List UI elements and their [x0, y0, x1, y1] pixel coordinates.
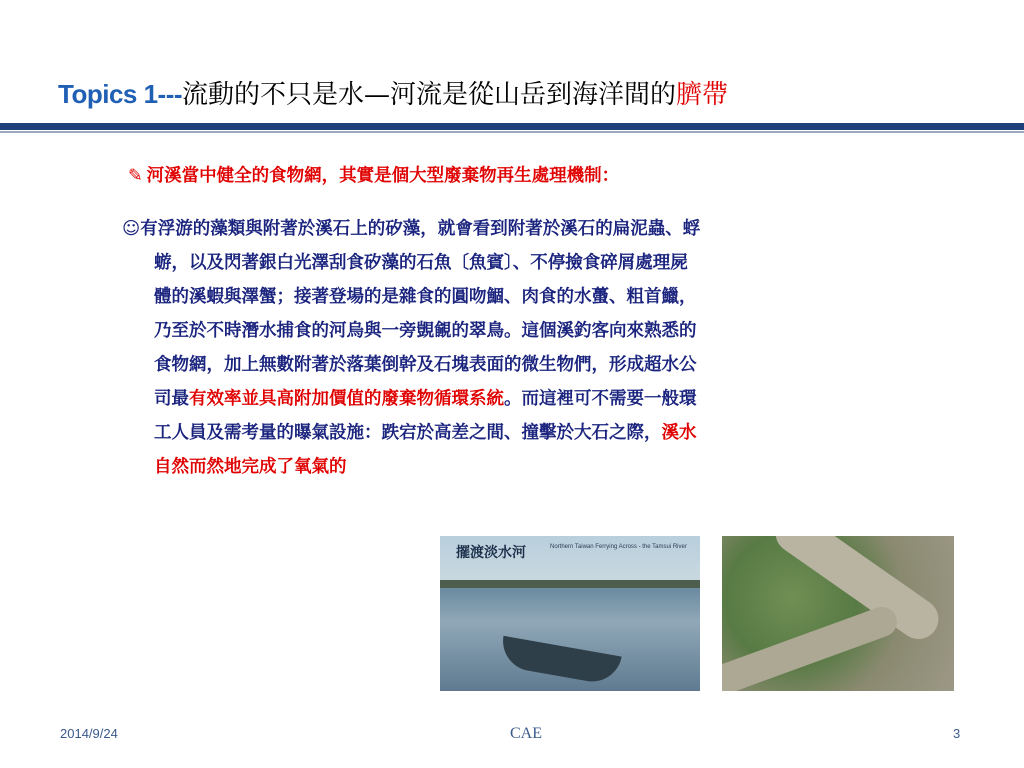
title-divider-thin — [0, 131, 1024, 133]
aerial-valley-photo — [722, 536, 954, 691]
page-number: 3 — [953, 726, 961, 741]
paragraph-text: 工人員及需考量的曝氣設施：跌宕於高差之間、撞擊於大石之際， — [154, 423, 662, 443]
photo-boat — [498, 636, 621, 686]
highlight-text: 有效率並具高附加價值的廢棄物循環系統 — [189, 389, 504, 409]
paragraph-line: 乃至於不時潛水捕食的河烏與一旁覬覦的翠鳥。這個溪釣客向來熟悉的 — [154, 321, 697, 341]
photo-shoreline — [440, 580, 700, 588]
highlight-text: 溪水 — [661, 423, 697, 443]
footer-center-label: CAE — [510, 725, 542, 742]
paragraph-line — [122, 212, 974, 246]
footer-date: 2014/9/24 — [60, 726, 118, 741]
paragraph-line — [122, 382, 974, 416]
paragraph-line: 食物網，加上無數附著於落葉倒幹及石塊表面的微生物們，形成超水公 — [154, 355, 697, 375]
paragraph-line: 自然而然地完成了氧氣的 — [154, 457, 347, 477]
tamsui-river-photo — [440, 536, 700, 691]
slide-title — [58, 74, 728, 111]
paragraph-line-text: 有浮游的藻類與附著於溪石上的矽藻，就會看到附著於溪石的扁泥蟲、蜉 — [140, 219, 701, 239]
title-prefix: Topics 1--- — [58, 79, 183, 109]
paragraph-line — [122, 416, 974, 450]
title-main: 流動的不只是水—河流是從山岳到海洋間的 — [182, 80, 677, 110]
pen-icon: ✎ — [128, 166, 143, 186]
body-paragraph — [122, 212, 974, 484]
bullet-heading — [128, 162, 619, 187]
photo-caption: 擺渡淡水河 — [456, 545, 526, 561]
paragraph-line: 蝣，以及閃著銀白光澤刮食矽藻的石魚〔魚賓〕、不停撿食碎屑處理屍 — [154, 253, 688, 273]
paragraph-line: 體的溪蝦與澤蟹；接著登場的是雜食的圓吻鯝、肉食的水蠆、粗首鱲， — [154, 287, 697, 307]
paragraph-text: 司最 — [154, 389, 189, 409]
photo-riverbed — [722, 603, 901, 691]
title-divider — [0, 123, 1024, 130]
photo-subcaption: Northern Taiwan Ferrying Across - the Tamsui River — [550, 544, 687, 550]
paragraph-text: 。而這裡可不需要一般環 — [504, 389, 697, 409]
smiley-icon: ☺ — [122, 219, 141, 239]
bullet-heading-text: 河溪當中健全的食物網，其實是個大型廢棄物再生處理機制： — [146, 166, 620, 186]
title-accent: 臍帶 — [676, 80, 729, 110]
